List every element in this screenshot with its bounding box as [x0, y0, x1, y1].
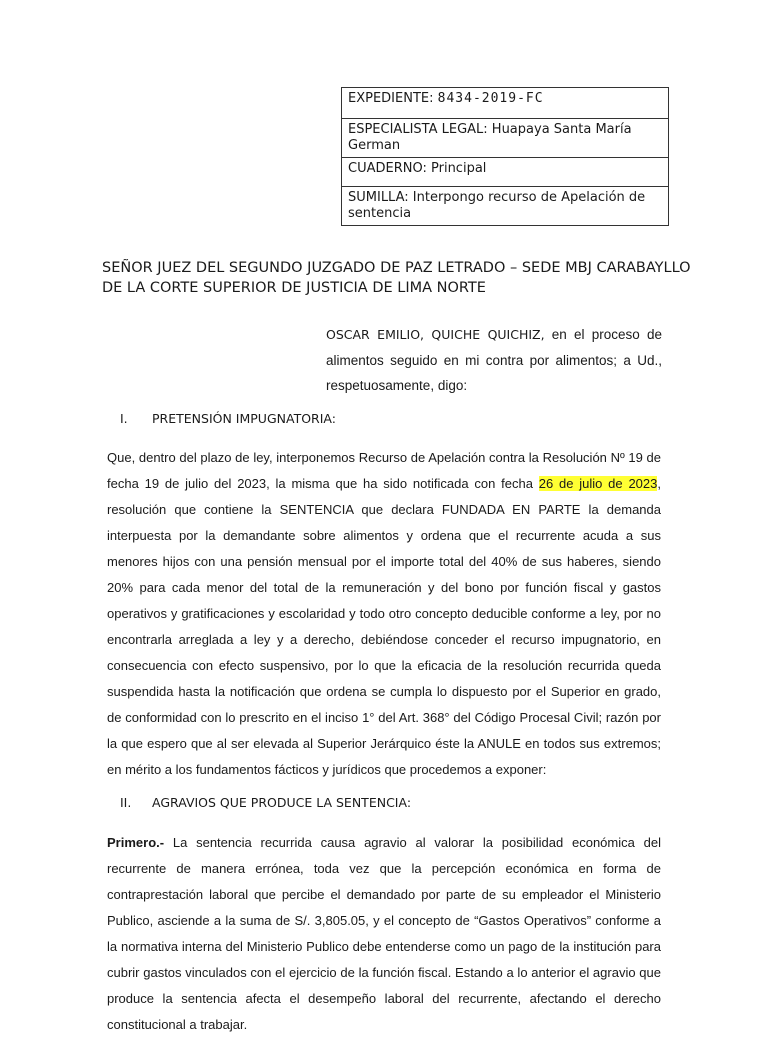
section-heading-agravios [120, 795, 411, 810]
especialista-row [342, 119, 669, 158]
expediente-value: 8434-2019-FC [437, 91, 544, 106]
section-number: I. [120, 411, 128, 426]
section-title: PRETENSIÓN IMPUGNATORIA: [152, 411, 336, 426]
sumilla-label: SUMILLA: [348, 190, 409, 205]
cuaderno-value: Principal [431, 161, 487, 176]
addressee-heading: SEÑOR JUEZ DEL SEGUNDO JUZGADO DE PAZ LETRADO – SEDE MBJ CARABAYLLO DE LA CORTE SUPERIOR DE JUSTICIA DE LIMA NORTE [102, 260, 691, 296]
case-info-table [341, 87, 669, 226]
expediente-label: EXPEDIENTE: [348, 91, 434, 106]
sumilla-value: Interpongo recurso de Apelación de sentencia [348, 190, 646, 221]
especialista-label: ESPECIALISTA LEGAL: [348, 122, 488, 137]
intro-text: en el proceso de alimentos seguido en mi contra por alimentos; a Ud., respetuosamente, digo: [326, 327, 662, 393]
paragraph-lead: Primero.- [107, 835, 165, 850]
section-title: AGRAVIOS QUE PRODUCE LA SENTENCIA: [152, 795, 412, 810]
highlighted-date: 26 de julio de 2023 [538, 476, 658, 491]
petitioner-name: OSCAR EMILIO, QUICHE QUICHIZ, [326, 327, 545, 342]
intro-paragraph [326, 322, 662, 399]
especialista-value: Huapaya Santa María German [348, 122, 632, 153]
section-heading-pretension [120, 411, 336, 426]
paragraph-text: La sentencia recurrida causa agravio al valorar la posibilidad económica del recurrente de manera errónea, toda vez que la percepción económica en forma de contraprestación laboral que percibe el demandado por parte de su empleador el Ministerio Publico, asciende a la suma de S/. 3,805.05, y el concepto de “Gastos Operativos” conforme a la normativa interna del Ministerio Publico debe entenderse como un pago de la institución para cubrir gastos vinculados con el ejercicio de la función fiscal. Estando a lo anterior el agravio que produce la sentencia afecta el desempeño laboral del recurrente, afectando el derecho constitucional a trabajar. [107, 835, 661, 1032]
section-number: II. [120, 795, 132, 810]
agravio-paragraph [107, 830, 661, 1038]
cuaderno-row [342, 158, 669, 187]
sumilla-row [342, 187, 669, 226]
expediente-row [342, 88, 669, 119]
paragraph-text: Que, dentro del plazo de ley, interponemos Recurso de Apelación contra la Resolución Nº 19 de fecha 19 de julio del 2023, la misma que ha sido notificada con fecha [107, 450, 661, 491]
cuaderno-label: CUADERNO: [348, 161, 427, 176]
pretension-paragraph [107, 445, 661, 783]
paragraph-text: , resolución que contiene la SENTENCIA que declara FUNDADA EN PARTE la demanda interpuesta por la demandante sobre alimentos y ordena que el recurrente acuda a sus menores hijos con una pensión mensual por el importe total del 40% de sus haberes, siendo 20% para cada menor del total de la remuneración y del bono por función fiscal y gastos operativos y gratificaciones y escolaridad y todo otro concepto deducible conforme a ley, por no encontrarla arreglada a ley y a derecho, debiéndose conceder el recurso impugnatorio, en consecuencia con efecto suspensivo, por lo que la eficacia de la resolución recurrida queda suspendida hasta la notificación que ordena se cumpla lo dispuesto por el Superior en grado, de conformidad con lo prescrito en el inciso 1° del Art. 368° del Código Procesal Civil; razón por la que espero que al ser elevada al Superior Jerárquico éste la ANULE en todos sus extremos; en mérito a los fundamentos fácticos y jurídicos que procedemos a exponer: [107, 476, 661, 777]
